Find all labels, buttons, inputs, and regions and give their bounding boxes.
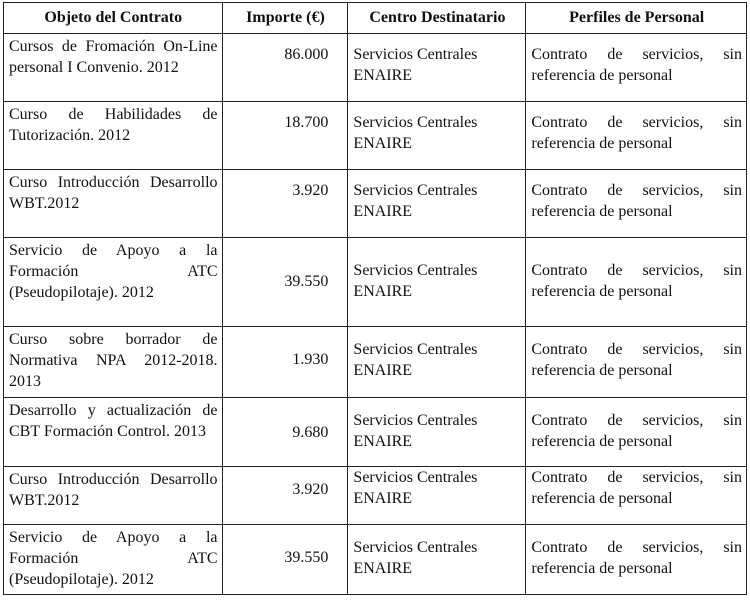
cell-importe: 39.550 — [222, 525, 348, 595]
table-row — [4, 34, 747, 102]
cell-centro: Servicios Centrales ENAIRE — [348, 102, 526, 170]
cell-objeto: Desarrollo y actualización de CBT Formación Control. 2013 — [4, 398, 223, 467]
cell-perfiles: Contrato de servicios, sin referencia de personal — [526, 525, 747, 595]
table-row — [4, 102, 747, 170]
cell-perfiles: Contrato de servicios, sin referencia de personal — [526, 170, 747, 238]
header-importe: Importe (€) — [222, 3, 348, 34]
cell-objeto: Servicio de Apoyo a la Formación ATC (Pseudopilotaje). 2012 — [4, 525, 223, 595]
contracts-table — [3, 2, 747, 595]
cell-perfiles: Contrato de servicios, sin referencia de personal — [526, 327, 747, 398]
cell-centro: Servicios Centrales ENAIRE — [348, 327, 526, 398]
cell-centro: Servicios Centrales ENAIRE — [348, 525, 526, 595]
cell-centro: Servicios Centrales ENAIRE — [348, 398, 526, 467]
cell-importe: 3.920 — [222, 467, 348, 525]
cell-objeto: Cursos de Fromación On-Line personal I Convenio. 2012 — [4, 34, 223, 102]
cell-centro: Servicios Centrales ENAIRE — [348, 467, 526, 525]
table-row — [4, 327, 747, 398]
cell-importe: 9.680 — [222, 398, 348, 467]
cell-centro: Servicios Centrales ENAIRE — [348, 238, 526, 327]
table-row — [4, 238, 747, 327]
cell-importe: 39.550 — [222, 238, 348, 327]
cell-perfiles: Contrato de servicios, sin referencia de personal — [526, 398, 747, 467]
cell-objeto: Curso Introducción Desarrollo WBT.2012 — [4, 467, 223, 525]
header-objeto: Objeto del Contrato — [4, 3, 223, 34]
table-body — [4, 34, 747, 595]
cell-objeto: Curso sobre borrador de Normativa NPA 2012-2018. 2013 — [4, 327, 223, 398]
table-row — [4, 525, 747, 595]
cell-perfiles: Contrato de servicios, sin referencia de personal — [526, 238, 747, 327]
table-row — [4, 467, 747, 525]
table-row — [4, 398, 747, 467]
header-perfiles: Perfiles de Personal — [526, 3, 747, 34]
table-row — [4, 170, 747, 238]
cell-objeto: Servicio de Apoyo a la Formación ATC (Pseudopilotaje). 2012 — [4, 238, 223, 327]
cell-centro: Servicios Centrales ENAIRE — [348, 170, 526, 238]
header-centro: Centro Destinatario — [348, 3, 526, 34]
cell-objeto: Curso de Habilidades de Tutorización. 2012 — [4, 102, 223, 170]
cell-importe: 86.000 — [222, 34, 348, 102]
table-header — [4, 3, 747, 34]
cell-importe: 18.700 — [222, 102, 348, 170]
cell-perfiles: Contrato de servicios, sin referencia de personal — [526, 467, 747, 525]
cell-perfiles: Contrato de servicios, sin referencia de personal — [526, 102, 747, 170]
cell-centro: Servicios Centrales ENAIRE — [348, 34, 526, 102]
cell-importe: 1.930 — [222, 327, 348, 398]
cell-perfiles: Contrato de servicios, sin referencia de personal — [526, 34, 747, 102]
cell-objeto: Curso Introducción Desarrollo WBT.2012 — [4, 170, 223, 238]
cell-importe: 3.920 — [222, 170, 348, 238]
header-row — [4, 3, 747, 34]
